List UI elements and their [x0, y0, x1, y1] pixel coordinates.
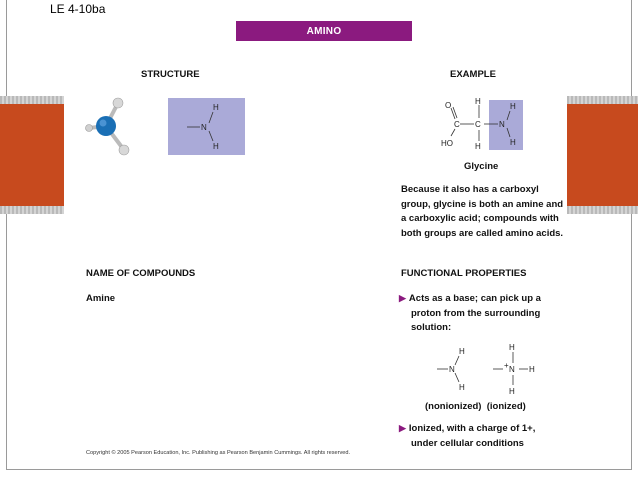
glycine-structure	[436, 94, 532, 156]
ionized-charge: +	[504, 361, 509, 370]
property-2-line: under cellular conditions	[411, 437, 524, 449]
structure-atom-n: N	[201, 123, 207, 132]
example-description	[401, 183, 596, 241]
bullet-icon: ▶	[399, 423, 406, 433]
ionized-atom-h-bottom: H	[509, 387, 515, 396]
property-2-line: ▶ Ionized, with a charge of 1+,	[399, 423, 536, 434]
structure-header: STRUCTURE	[141, 69, 200, 80]
title-text: AMINO	[306, 25, 342, 37]
slide-label: LE 4-10ba	[50, 2, 106, 16]
example-header: EXAMPLE	[450, 69, 496, 80]
example-text-line: Because it also has a carboxyl	[401, 184, 539, 195]
nonionized-amine-structure	[434, 342, 476, 394]
glycine-atom-n: N	[499, 120, 505, 129]
property-2	[399, 421, 579, 451]
amino-group-structure	[168, 98, 245, 155]
nonionized-atom-n: N	[449, 365, 455, 374]
nonionized-atom-h2: H	[459, 383, 465, 392]
ionized-atom-h-right: H	[529, 365, 535, 374]
glycine-atom-ho: HO	[441, 139, 453, 148]
nonionized-atom-h1: H	[459, 347, 465, 356]
property-1	[399, 291, 579, 336]
glycine-atom-h-bottom: H	[475, 142, 481, 151]
glycine-atom-h-n1: H	[510, 102, 516, 111]
glycine-atom-h-n2: H	[510, 138, 516, 147]
glycine-atom-o: O	[445, 101, 452, 110]
form-labels: (nonionized) (ionized)	[425, 401, 526, 412]
property-1-line: proton from the surrounding	[411, 307, 541, 319]
property-1-line: solution:	[411, 322, 452, 333]
ionized-atom-n: N	[509, 365, 515, 374]
structure-atom-h1: H	[213, 103, 219, 112]
glycine-label: Glycine	[464, 161, 499, 172]
glycine-atom-h-top: H	[475, 97, 481, 106]
property-1-line: ▶ Acts as a base; can pick up a	[399, 293, 541, 304]
example-text-line: both groups are called amino acids.	[401, 227, 564, 239]
ball-and-stick-model	[82, 94, 138, 160]
compound-name: Amine	[86, 293, 116, 304]
example-text-line: group, glycine is both an amine and	[401, 198, 564, 210]
example-text-line: a carboxylic acid; compounds with	[401, 213, 559, 224]
functional-properties-header: FUNCTIONAL PROPERTIES	[401, 268, 527, 279]
title-bar	[236, 21, 412, 41]
glycine-atom-c1: C	[454, 120, 460, 129]
ionized-atom-h-top: H	[509, 343, 515, 352]
name-of-compounds-header: NAME OF COMPOUNDS	[86, 268, 196, 279]
glycine-atom-c2: C	[475, 120, 481, 129]
structure-atom-h2: H	[213, 142, 219, 151]
copyright-notice: Copyright © 2005 Pearson Education, Inc. Publishing as Pearson Benjamin Cummings. All rights reserved.	[86, 450, 351, 456]
left-side-bar	[0, 96, 64, 214]
bullet-icon: ▶	[399, 293, 406, 303]
ionized-amine-structure	[490, 340, 548, 398]
